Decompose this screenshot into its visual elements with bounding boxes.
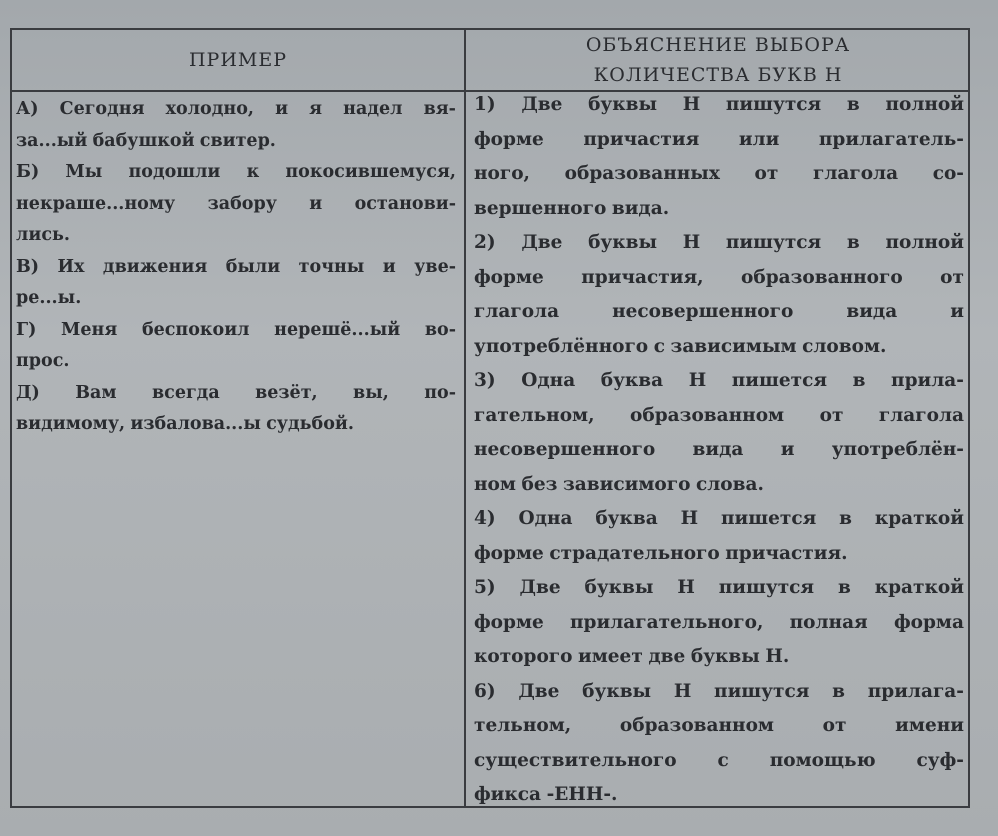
word: 1) bbox=[474, 94, 496, 115]
word: две bbox=[648, 646, 686, 667]
explanation-line bbox=[474, 330, 964, 365]
word: глагола bbox=[812, 163, 899, 184]
word: тельном, bbox=[474, 715, 572, 736]
word: по- bbox=[424, 382, 456, 403]
word: Их bbox=[57, 256, 85, 277]
word: Н. bbox=[765, 646, 790, 667]
word: и bbox=[950, 301, 964, 322]
word: употреблён- bbox=[831, 439, 964, 460]
word: -ЕНН-. bbox=[546, 784, 618, 805]
word: страдательного bbox=[549, 542, 720, 564]
word: форме bbox=[474, 611, 544, 633]
word: причастия bbox=[583, 128, 700, 150]
word: словом. bbox=[802, 335, 887, 357]
word: покосившемуся, bbox=[285, 162, 456, 182]
word: суф- bbox=[916, 749, 964, 771]
word: В) bbox=[16, 256, 40, 277]
word: которого bbox=[474, 646, 573, 667]
word: 3) bbox=[474, 370, 496, 391]
word: в bbox=[838, 577, 851, 598]
word: причастия, bbox=[581, 266, 704, 288]
word: везёт, bbox=[255, 382, 318, 403]
word: прила- bbox=[891, 370, 964, 391]
example-line bbox=[16, 252, 456, 284]
word: образованного bbox=[741, 266, 903, 288]
word: образованном bbox=[630, 404, 785, 426]
word: вида bbox=[846, 301, 898, 322]
word: полной bbox=[885, 94, 964, 115]
word: зависимого bbox=[562, 473, 691, 495]
word: Г) bbox=[16, 319, 37, 340]
explanation-line bbox=[474, 433, 964, 468]
word: имеет bbox=[578, 646, 643, 667]
word: помощью bbox=[769, 749, 876, 771]
word: лись. bbox=[16, 225, 70, 245]
word: буквы bbox=[584, 577, 654, 598]
word: или bbox=[738, 128, 780, 150]
word: в bbox=[832, 680, 845, 702]
explanation-line bbox=[474, 606, 964, 641]
word: несовершенного bbox=[612, 301, 794, 322]
word: точны bbox=[298, 256, 365, 277]
word: Д) bbox=[16, 382, 40, 403]
explanation-line bbox=[474, 537, 964, 572]
word: в bbox=[839, 508, 852, 529]
word: полная bbox=[789, 611, 868, 633]
word: Две bbox=[521, 94, 563, 115]
example-line bbox=[16, 220, 456, 252]
word: подошли bbox=[128, 162, 221, 182]
word: в bbox=[846, 94, 860, 115]
word: судьбой. bbox=[266, 414, 354, 434]
word: были bbox=[225, 256, 281, 277]
word: Мы bbox=[65, 162, 103, 182]
word: избалова...ы bbox=[130, 414, 261, 434]
word: буквы bbox=[588, 232, 658, 253]
word: форме bbox=[474, 266, 544, 288]
word: Вам bbox=[75, 382, 117, 403]
word: зависимым bbox=[670, 335, 797, 357]
word: бабушкой bbox=[92, 130, 195, 151]
word: и bbox=[309, 193, 323, 214]
word: буква bbox=[600, 370, 664, 391]
example-line bbox=[16, 315, 456, 347]
explanation-line bbox=[474, 226, 964, 261]
word: пишется bbox=[720, 508, 817, 529]
word: Две bbox=[518, 680, 560, 702]
word: пишутся bbox=[725, 232, 822, 253]
explanation-line bbox=[474, 88, 964, 123]
word: холодно, bbox=[165, 99, 254, 119]
word: я bbox=[309, 99, 323, 119]
word: буквы bbox=[582, 680, 652, 702]
word: форма bbox=[893, 611, 964, 633]
explanation-line bbox=[474, 261, 964, 296]
word: во- bbox=[424, 319, 456, 340]
word: ного, bbox=[474, 163, 530, 184]
word: беспокоил bbox=[141, 319, 250, 340]
word: глагола bbox=[474, 301, 560, 322]
word: прилага- bbox=[867, 680, 964, 702]
explanation-line bbox=[474, 709, 964, 744]
word: вя- bbox=[423, 99, 456, 119]
word: пишется bbox=[731, 370, 828, 391]
word: Н bbox=[682, 94, 701, 115]
word: Н bbox=[680, 508, 699, 529]
word: останови- bbox=[354, 193, 456, 214]
word: 6) bbox=[474, 680, 496, 702]
word: прос. bbox=[16, 351, 70, 371]
word: Сегодня bbox=[59, 99, 145, 119]
word: нерешё...ый bbox=[274, 319, 401, 340]
explanation-line bbox=[474, 364, 964, 399]
header-explanation-line-2: КОЛИЧЕСТВА БУКВ Н bbox=[593, 64, 843, 86]
word: вида. bbox=[611, 197, 670, 219]
word: Две bbox=[521, 232, 563, 253]
word: к bbox=[246, 162, 260, 182]
word: Н bbox=[673, 680, 692, 702]
word: причастия. bbox=[725, 542, 848, 564]
word: в bbox=[846, 232, 860, 253]
word: слова. bbox=[695, 473, 764, 495]
word: полной bbox=[885, 232, 964, 253]
explanation-line bbox=[474, 157, 964, 192]
word: вы, bbox=[353, 382, 389, 403]
explanation-line bbox=[474, 675, 964, 710]
example-line bbox=[16, 409, 456, 441]
word: от bbox=[822, 715, 847, 736]
explanation-line bbox=[474, 468, 964, 503]
word: 5) bbox=[474, 577, 496, 598]
word: за...ый bbox=[16, 130, 88, 151]
word: уве- bbox=[414, 256, 456, 277]
word: некраше...ному bbox=[16, 193, 176, 214]
example-line bbox=[16, 157, 456, 189]
word: ном bbox=[474, 473, 516, 495]
example-line bbox=[16, 378, 456, 410]
word: буква bbox=[595, 508, 658, 529]
word: употреблённого bbox=[474, 335, 649, 357]
example-line bbox=[16, 126, 456, 158]
header-example-label: ПРИМЕР bbox=[188, 49, 288, 71]
word: всегда bbox=[152, 382, 220, 403]
word: существительного bbox=[474, 749, 677, 771]
column-divider bbox=[464, 30, 466, 806]
explanation-line bbox=[474, 399, 964, 434]
examples-column bbox=[16, 94, 456, 441]
word: А) bbox=[16, 99, 39, 119]
word: видимому, bbox=[16, 414, 126, 434]
word: Б) bbox=[16, 162, 40, 182]
word: пишутся bbox=[714, 680, 810, 702]
word: и bbox=[275, 99, 289, 119]
word: Одна bbox=[521, 370, 576, 391]
comparison-table bbox=[10, 28, 970, 808]
word: движения bbox=[102, 256, 208, 277]
word: глагола bbox=[878, 404, 964, 426]
word: с bbox=[717, 749, 729, 771]
header-example bbox=[12, 30, 464, 90]
explanation-line bbox=[474, 640, 964, 675]
word: пишутся bbox=[718, 577, 815, 598]
word: Две bbox=[519, 577, 561, 598]
explanation-line bbox=[474, 295, 964, 330]
word: форме bbox=[474, 542, 544, 564]
example-line bbox=[16, 189, 456, 221]
word: фикса bbox=[474, 784, 542, 805]
word: прилагательного, bbox=[570, 611, 764, 633]
word: забору bbox=[207, 193, 277, 214]
word: вида bbox=[692, 439, 744, 460]
word: вершенного bbox=[474, 197, 607, 219]
word: с bbox=[653, 335, 665, 357]
word: прилагатель- bbox=[818, 128, 964, 150]
header-explanation bbox=[466, 30, 970, 90]
explanations-column bbox=[474, 88, 964, 813]
explanation-line bbox=[474, 778, 964, 813]
word: краткой bbox=[874, 508, 964, 529]
explanation-line bbox=[474, 192, 964, 227]
word: от bbox=[819, 404, 844, 426]
word: и bbox=[780, 439, 795, 460]
word: несовершенного bbox=[474, 439, 656, 460]
explanation-line bbox=[474, 571, 964, 606]
word: Н bbox=[688, 370, 707, 391]
word: со- bbox=[932, 163, 964, 184]
word: 4) bbox=[474, 508, 496, 529]
word: в bbox=[852, 370, 866, 391]
word: и bbox=[382, 256, 396, 277]
word: без bbox=[521, 473, 558, 495]
word: форме bbox=[474, 128, 544, 150]
word: образованных bbox=[564, 163, 720, 184]
word: краткой bbox=[874, 577, 964, 598]
word: буквы bbox=[690, 646, 760, 667]
word: Одна bbox=[518, 508, 573, 529]
word: имени bbox=[895, 715, 964, 736]
word: Меня bbox=[61, 319, 118, 340]
example-line bbox=[16, 346, 456, 378]
example-line bbox=[16, 283, 456, 315]
example-line bbox=[16, 94, 456, 126]
word: от bbox=[940, 266, 964, 288]
word: свитер. bbox=[199, 130, 276, 151]
explanation-line bbox=[474, 123, 964, 158]
word: Н bbox=[682, 232, 701, 253]
word: Н bbox=[677, 577, 695, 598]
word: буквы bbox=[588, 94, 658, 115]
word: 2) bbox=[474, 232, 496, 253]
word: образованном bbox=[619, 715, 774, 736]
word: надел bbox=[343, 99, 403, 119]
word: пишутся bbox=[725, 94, 822, 115]
header-explanation-line-1: ОБЪЯСНЕНИЕ ВЫБОРА bbox=[585, 34, 851, 56]
explanation-line bbox=[474, 744, 964, 779]
explanation-line bbox=[474, 502, 964, 537]
word: гательном, bbox=[474, 404, 595, 426]
word: от bbox=[754, 163, 779, 184]
word: ре...ы. bbox=[16, 288, 82, 308]
